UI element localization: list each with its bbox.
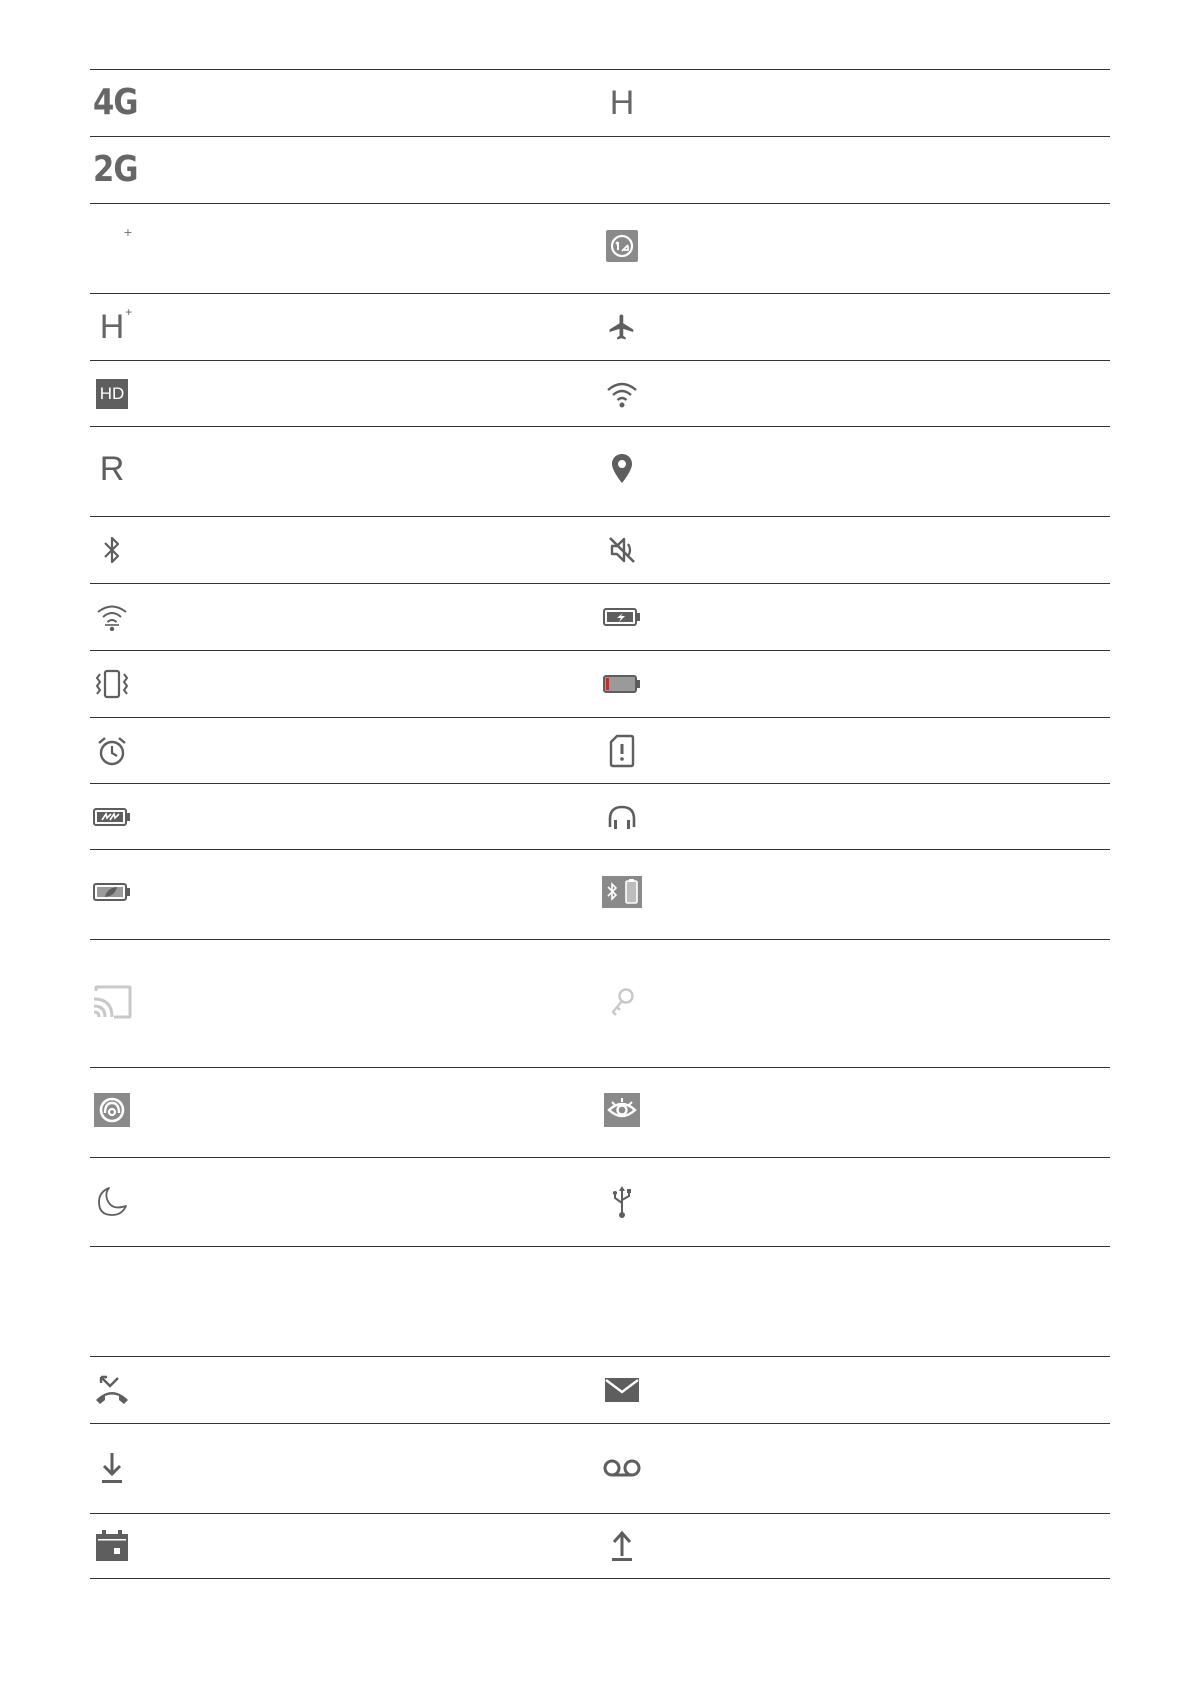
- data-saver-icon: [600, 224, 644, 268]
- alarm-icon: [90, 729, 134, 773]
- table-cell: [600, 361, 660, 426]
- vpn-key-icon: [600, 980, 644, 1024]
- table-cell: [90, 584, 150, 650]
- table-row: [90, 136, 1110, 203]
- bluetooth-battery-icon: [600, 870, 644, 914]
- table-cell: [600, 1514, 660, 1578]
- vibrate-icon: [90, 662, 134, 706]
- sim-alert-icon: [600, 729, 644, 773]
- download-icon: [90, 1446, 134, 1490]
- table-row: [90, 1356, 1110, 1423]
- 2g-icon: 2G: [92, 149, 138, 190]
- table-cell: [600, 1357, 660, 1423]
- table-cell: [600, 584, 660, 650]
- table-cell: [600, 1068, 660, 1157]
- table-row: [90, 717, 1110, 783]
- battery-saver-icon: [90, 870, 134, 914]
- table-cell: [90, 1424, 150, 1513]
- h-plus-icon: H +: [99, 305, 133, 346]
- table-row: [90, 69, 1110, 136]
- status-icons-table: [90, 69, 1110, 1247]
- table-cell: [600, 784, 660, 849]
- table-row: [90, 1157, 1110, 1247]
- table-cell: [600, 940, 660, 1067]
- table-row: [90, 1423, 1110, 1513]
- table-cell: [90, 1068, 150, 1157]
- table-cell: [90, 784, 150, 849]
- table-cell: [90, 850, 150, 939]
- table-cell: [600, 294, 660, 360]
- email-icon: [600, 1368, 644, 1412]
- wifi-icon: [600, 372, 644, 416]
- battery-charging-icon: [600, 595, 644, 639]
- plus-icon: +: [123, 224, 133, 240]
- table-row: [90, 426, 1110, 516]
- table-cell: [600, 850, 660, 939]
- table-cell: [600, 427, 660, 516]
- usb-icon: [600, 1180, 644, 1224]
- table-row: [90, 849, 1110, 939]
- table-row: [90, 939, 1110, 1067]
- voicemail-icon: [600, 1446, 644, 1490]
- hd-icon: HD: [90, 372, 134, 416]
- table-cell: [600, 517, 660, 583]
- calendar-icon: [90, 1524, 134, 1568]
- screen-cast-icon: [90, 980, 134, 1024]
- table-row: [90, 783, 1110, 849]
- table-cell: [90, 940, 150, 1067]
- nfc-icon: [90, 1088, 134, 1132]
- table-cell: [90, 517, 150, 583]
- location-icon: [600, 447, 644, 491]
- table-cell: [600, 718, 660, 783]
- table-cell: [90, 361, 150, 426]
- table-row: [90, 650, 1110, 717]
- mute-icon: [600, 528, 644, 572]
- table-cell: [90, 294, 150, 360]
- headset-icon: [600, 795, 644, 839]
- missed-call-icon: [90, 1368, 134, 1412]
- table-row: [90, 203, 1110, 293]
- 4g-icon: 4G: [92, 82, 138, 123]
- table-cell: [90, 1357, 150, 1423]
- bluetooth-icon: [90, 528, 134, 572]
- table-row: [90, 583, 1110, 650]
- table-cell: [600, 204, 660, 293]
- notification-icons-table: [90, 1356, 1110, 1579]
- table-cell: [600, 651, 660, 717]
- table-cell: [600, 1158, 660, 1246]
- table-cell: [600, 70, 660, 136]
- h-network-icon: H: [609, 84, 635, 122]
- battery-super-charge-icon: [90, 795, 134, 839]
- do-not-disturb-icon: [90, 1180, 134, 1224]
- table-cell: [90, 718, 150, 783]
- table-row: [90, 1513, 1110, 1579]
- table-cell: [90, 204, 150, 293]
- table-cell: [90, 70, 150, 136]
- table-cell: [90, 1158, 150, 1246]
- table-cell: [90, 137, 150, 203]
- upload-icon: [600, 1524, 644, 1568]
- table-cell: [600, 1424, 660, 1513]
- airplane-icon: [600, 305, 644, 349]
- eye-comfort-icon: [600, 1088, 644, 1132]
- battery-low-icon: [600, 662, 644, 706]
- table-row: [90, 1067, 1110, 1157]
- table-row: [90, 360, 1110, 426]
- table-cell: [90, 651, 150, 717]
- table-cell: [90, 427, 150, 516]
- table-row: [90, 293, 1110, 360]
- roaming-icon: R: [99, 450, 125, 488]
- wifi-hotspot-icon: [90, 595, 134, 639]
- table-cell: [90, 1514, 150, 1578]
- table-row: [90, 516, 1110, 583]
